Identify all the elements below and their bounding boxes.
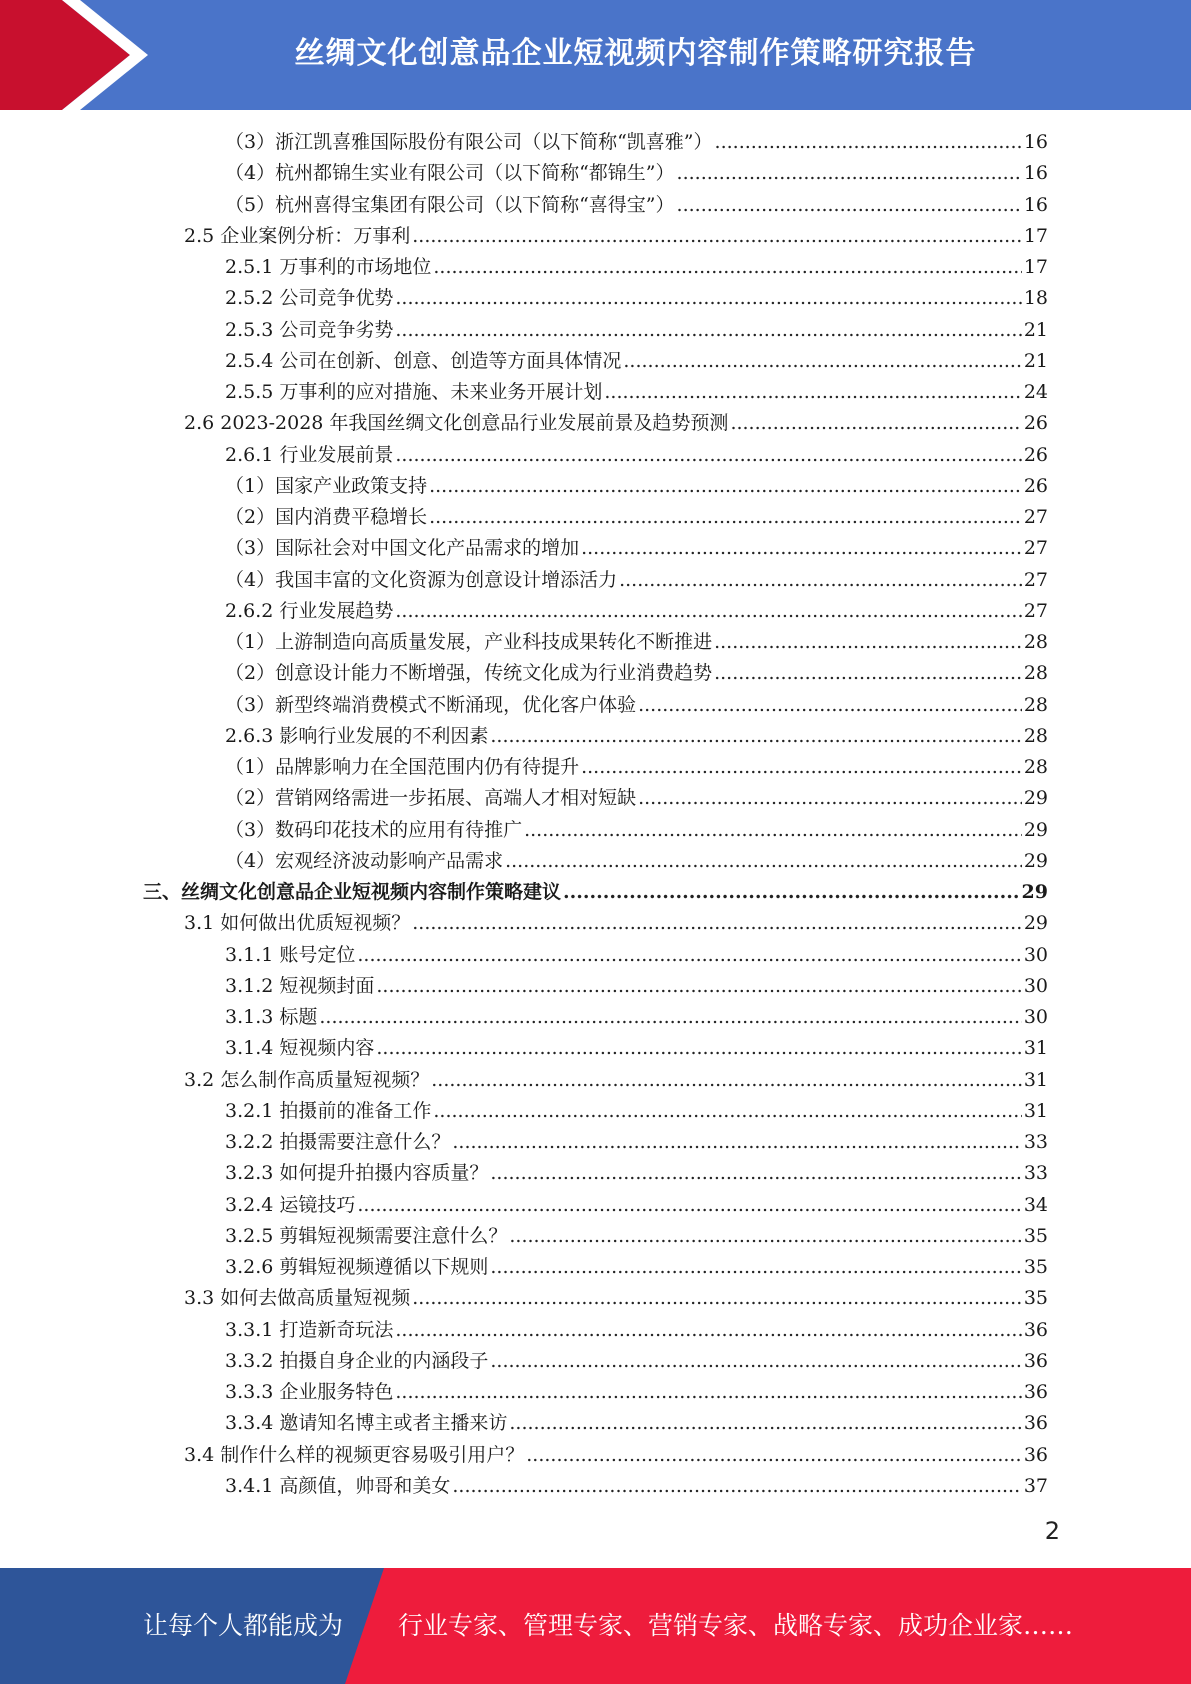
toc-leader-dots xyxy=(638,690,1022,721)
toc-entry-page: 26 xyxy=(1023,474,1048,497)
page-header xyxy=(0,0,1191,110)
toc-leader-dots xyxy=(730,408,1021,439)
toc-entry-title: （1）上游制造向高质量发展，产业科技成果转化不断推进 xyxy=(225,631,713,653)
toc-entry-title: 3.3 如何去做高质量短视频 xyxy=(184,1287,411,1310)
toc-leader-dots xyxy=(433,252,1021,283)
toc-leader-dots xyxy=(509,1408,1021,1439)
toc-leader-dots xyxy=(604,377,1021,408)
toc-entry[interactable] xyxy=(0,1190,1191,1221)
toc-entry-title: （5）杭州喜得宝集团有限公司（以下简称“喜得宝”） xyxy=(225,193,675,216)
toc-leader-dots xyxy=(490,1252,1021,1283)
toc-leader-dots xyxy=(395,315,1021,346)
toc-entry-page: 36 xyxy=(1023,1349,1048,1372)
toc-entry-title: （3）数码印花技术的应用有待推广 xyxy=(225,818,523,841)
toc-entry[interactable] xyxy=(0,565,1191,596)
toc-entry-title: 3.1.3 标题 xyxy=(225,1006,318,1028)
toc-entry-page: 31 xyxy=(1023,1068,1048,1091)
toc-leader-dots xyxy=(714,658,1022,689)
toc-entry-page: 21 xyxy=(1023,318,1048,341)
toc-entry[interactable] xyxy=(0,1096,1191,1127)
toc-entry-page: 37 xyxy=(1023,1474,1048,1497)
toc-entry-page: 29 xyxy=(1023,787,1048,810)
toc-entry-title: （3）新型终端消费模式不断涌现，优化客户体验 xyxy=(225,693,637,716)
toc-entry-page: 29 xyxy=(1023,912,1048,935)
toc-entry-title: 3.2.5 剪辑短视频需要注意什么？ xyxy=(225,1224,508,1247)
toc-entry[interactable] xyxy=(0,1065,1191,1096)
toc-entry-page: 16 xyxy=(1023,193,1048,216)
toc-entry[interactable] xyxy=(0,1033,1191,1064)
toc-entry[interactable] xyxy=(0,377,1191,408)
toc-entry[interactable] xyxy=(0,627,1191,658)
toc-leader-dots xyxy=(581,752,1022,783)
toc-entry-page: 21 xyxy=(1023,349,1048,372)
toc-entry-title: 3.1.4 短视频内容 xyxy=(225,1037,375,1060)
toc-entry[interactable] xyxy=(0,940,1191,971)
toc-entry[interactable] xyxy=(0,471,1191,502)
toc-entry[interactable] xyxy=(0,596,1191,627)
toc-entry[interactable] xyxy=(0,721,1191,752)
toc-entry-page: 36 xyxy=(1023,1443,1048,1466)
toc-entry-page: 31 xyxy=(1023,1099,1048,1122)
toc-leader-dots xyxy=(412,1283,1022,1314)
toc-leader-dots xyxy=(526,1440,1022,1471)
toc-entry-page: 30 xyxy=(1023,943,1048,966)
toc-entry-title: 2.5.5 万事利的应对措施、未来业务开展计划 xyxy=(225,381,603,403)
toc-entry[interactable] xyxy=(0,1315,1191,1346)
toc-leader-dots xyxy=(376,971,1021,1002)
toc-entry-page: 35 xyxy=(1023,1224,1048,1247)
toc-entry-page: 17 xyxy=(1023,224,1048,247)
toc-leader-dots xyxy=(509,1221,1021,1252)
toc-entry-title: 3.3.3 企业服务特色 xyxy=(225,1381,394,1403)
toc-leader-dots xyxy=(412,908,1022,939)
toc-entry-title: （4）杭州都锦生实业有限公司（以下简称“都锦生”） xyxy=(225,162,675,185)
toc-entry[interactable] xyxy=(0,1471,1191,1502)
toc-entry-page: 28 xyxy=(1023,756,1048,778)
toc-entry[interactable] xyxy=(0,533,1191,564)
toc-entry-page: 29 xyxy=(1023,849,1048,872)
toc-entry-title: 3.2.6 剪辑短视频遵循以下规则 xyxy=(225,1256,489,1278)
toc-entry-title: 3.3.2 拍摄自身企业的内涵段子 xyxy=(225,1349,489,1372)
toc-leader-dots xyxy=(490,721,1021,752)
toc-entry-page: 16 xyxy=(1023,131,1048,153)
toc-leader-dots xyxy=(452,1471,1021,1502)
toc-entry[interactable] xyxy=(0,252,1191,283)
toc-entry[interactable] xyxy=(0,158,1191,189)
toc-entry-title: 2.5.2 公司竞争优势 xyxy=(225,287,394,310)
toc-entry[interactable] xyxy=(0,1346,1191,1377)
toc-entry-page: 26 xyxy=(1023,443,1048,466)
toc-leader-dots xyxy=(429,471,1022,502)
toc-entry-title: 3.2 怎么制作高质量短视频？ xyxy=(184,1068,430,1091)
toc-entry[interactable] xyxy=(0,1408,1191,1439)
toc-leader-dots xyxy=(714,627,1022,658)
toc-entry[interactable] xyxy=(0,221,1191,252)
toc-entry[interactable] xyxy=(0,502,1191,533)
toc-entry-title: （1）国家产业政策支持 xyxy=(225,474,428,497)
toc-entry[interactable] xyxy=(0,346,1191,377)
toc-entry[interactable] xyxy=(0,783,1191,814)
toc-leader-dots xyxy=(677,158,1022,189)
toc-entry-title: 3.2.4 运镜技巧 xyxy=(225,1193,356,1216)
toc-leader-dots xyxy=(677,190,1022,221)
toc-entry-title: 3.2.3 如何提升拍摄内容质量？ xyxy=(225,1162,489,1185)
toc-entry-title: 2.5.1 万事利的市场地位 xyxy=(225,256,432,278)
toc-leader-dots xyxy=(319,1002,1021,1033)
toc-entry[interactable] xyxy=(0,971,1191,1002)
toc-entry[interactable] xyxy=(0,877,1191,908)
toc-entry[interactable] xyxy=(0,408,1191,439)
toc-entry-page: 27 xyxy=(1023,537,1048,560)
toc-leader-dots xyxy=(395,1315,1021,1346)
toc-entry-title: 2.5 企业案例分析：万事利 xyxy=(184,224,411,247)
toc-leader-dots xyxy=(431,1065,1022,1096)
toc-entry-page: 30 xyxy=(1023,974,1048,997)
page-footer xyxy=(0,1568,1191,1684)
toc-entry-page: 35 xyxy=(1023,1256,1048,1278)
toc-leader-dots xyxy=(395,440,1021,471)
toc-entry[interactable] xyxy=(0,315,1191,346)
toc-leader-dots xyxy=(715,127,1022,158)
toc-entry-page: 27 xyxy=(1023,599,1048,622)
toc-entry-page: 17 xyxy=(1023,256,1048,278)
toc-entry[interactable] xyxy=(0,1440,1191,1471)
toc-entry-title: （4）宏观经济波动影响产品需求 xyxy=(225,849,504,872)
toc-leader-dots xyxy=(638,783,1022,814)
toc-entry-title: 2.6 2023-2028 年我国丝绸文化创意品行业发展前景及趋势预测 xyxy=(184,412,729,435)
toc-leader-dots xyxy=(563,877,1020,908)
toc-entry-title: 三、丝绸文化创意品企业短视频内容制作策略建议 xyxy=(143,881,562,903)
toc-leader-dots xyxy=(619,565,1022,596)
toc-entry[interactable] xyxy=(0,1002,1191,1033)
toc-leader-dots xyxy=(452,1127,1021,1158)
toc-leader-dots xyxy=(429,502,1022,533)
toc-entry-title: （1）品牌影响力在全国范围内仍有待提升 xyxy=(225,756,580,778)
toc-entry-page: 29 xyxy=(1023,818,1048,841)
toc-entry-page: 29 xyxy=(1021,881,1048,903)
toc-entry-page: 31 xyxy=(1023,1037,1048,1060)
toc-entry[interactable] xyxy=(0,1127,1191,1158)
toc-entry-title: 3.2.1 拍摄前的准备工作 xyxy=(225,1099,432,1122)
toc-entry[interactable] xyxy=(0,690,1191,721)
toc-leader-dots xyxy=(395,596,1021,627)
toc-entry-title: 3.4 制作什么样的视频更容易吸引用户？ xyxy=(184,1443,525,1466)
toc-entry-page: 34 xyxy=(1023,1193,1048,1216)
table-of-contents xyxy=(0,127,1191,1502)
toc-leader-dots xyxy=(581,533,1022,564)
toc-entry-page: 27 xyxy=(1023,506,1048,528)
toc-leader-dots xyxy=(412,221,1022,252)
toc-entry-page: 28 xyxy=(1023,693,1048,716)
toc-entry-title: 3.1.2 短视频封面 xyxy=(225,974,375,997)
toc-leader-dots xyxy=(524,815,1022,846)
toc-entry[interactable] xyxy=(0,1252,1191,1283)
toc-entry-page: 28 xyxy=(1023,631,1048,653)
toc-entry-title: 2.5.4 公司在创新、创意、创造等方面具体情况 xyxy=(225,349,622,372)
toc-entry-title: （3）浙江凯喜雅国际股份有限公司（以下简称“凯喜雅”） xyxy=(225,131,713,153)
toc-entry[interactable] xyxy=(0,908,1191,939)
toc-entry-title: 2.6.2 行业发展趋势 xyxy=(225,599,394,622)
toc-entry-title: （2）创意设计能力不断增强，传统文化成为行业消费趋势 xyxy=(225,662,713,685)
toc-entry-title: 3.3.1 打造新奇玩法 xyxy=(225,1318,394,1341)
toc-entry-page: 36 xyxy=(1023,1381,1048,1403)
toc-entry-page: 33 xyxy=(1023,1162,1048,1185)
toc-entry-title: 3.1.1 账号定位 xyxy=(225,943,356,966)
toc-entry[interactable] xyxy=(0,283,1191,314)
toc-entry-page: 28 xyxy=(1023,724,1048,747)
toc-entry-title: （4）我国丰富的文化资源为创意设计增添活力 xyxy=(225,568,618,591)
footer-slogan-right: 行业专家、管理专家、营销专家、战略专家、成功企业家…… xyxy=(398,1611,1074,1640)
toc-entry-title: 3.2.2 拍摄需要注意什么？ xyxy=(225,1131,451,1153)
toc-leader-dots xyxy=(357,940,1021,971)
toc-entry[interactable] xyxy=(0,658,1191,689)
toc-entry[interactable] xyxy=(0,1283,1191,1314)
toc-entry[interactable] xyxy=(0,440,1191,471)
toc-entry-page: 27 xyxy=(1023,568,1048,591)
toc-entry-page: 33 xyxy=(1023,1131,1048,1153)
toc-leader-dots xyxy=(433,1096,1021,1127)
toc-entry-page: 30 xyxy=(1023,1006,1048,1028)
toc-entry-title: 2.5.3 公司竞争劣势 xyxy=(225,318,394,341)
toc-entry-title: （2）营销网络需进一步拓展、高端人才相对短缺 xyxy=(225,787,637,810)
toc-entry-page: 28 xyxy=(1023,662,1048,685)
toc-leader-dots xyxy=(505,846,1022,877)
toc-entry-page: 26 xyxy=(1023,412,1048,435)
toc-entry-page: 24 xyxy=(1023,381,1048,403)
toc-entry-page: 16 xyxy=(1023,162,1048,185)
page-number: 2 xyxy=(1044,1517,1060,1545)
toc-leader-dots xyxy=(357,1190,1021,1221)
toc-leader-dots xyxy=(490,1158,1021,1189)
toc-leader-dots xyxy=(395,283,1021,314)
toc-leader-dots xyxy=(395,1377,1021,1408)
footer-slogan-left: 让每个人都能成为 xyxy=(143,1611,344,1640)
toc-entry-title: 2.6.1 行业发展前景 xyxy=(225,443,394,466)
toc-entry-page: 36 xyxy=(1023,1412,1048,1435)
toc-entry[interactable] xyxy=(0,190,1191,221)
toc-leader-dots xyxy=(376,1033,1021,1064)
toc-entry-title: 3.1 如何做出优质短视频？ xyxy=(184,912,411,935)
toc-entry-title: 2.6.3 影响行业发展的不利因素 xyxy=(225,724,489,747)
document-title: 丝绸文化创意品企业短视频内容制作策略研究报告 xyxy=(294,36,977,71)
toc-entry[interactable] xyxy=(0,1221,1191,1252)
toc-entry-title: 3.4.1 高颜值，帅哥和美女 xyxy=(225,1474,451,1497)
toc-entry-title: （3）国际社会对中国文化产品需求的增加 xyxy=(225,537,580,560)
toc-entry-title: 3.3.4 邀请知名博主或者主播来访 xyxy=(225,1412,508,1435)
toc-entry-page: 35 xyxy=(1023,1287,1048,1310)
toc-entry-page: 36 xyxy=(1023,1318,1048,1341)
toc-entry-page: 18 xyxy=(1023,287,1048,310)
toc-entry[interactable] xyxy=(0,815,1191,846)
toc-entry-title: （2）国内消费平稳增长 xyxy=(225,506,428,528)
toc-entry[interactable] xyxy=(0,846,1191,877)
toc-entry[interactable] xyxy=(0,127,1191,158)
toc-entry[interactable] xyxy=(0,752,1191,783)
toc-leader-dots xyxy=(623,346,1021,377)
toc-entry[interactable] xyxy=(0,1158,1191,1189)
toc-entry[interactable] xyxy=(0,1377,1191,1408)
toc-leader-dots xyxy=(490,1346,1021,1377)
